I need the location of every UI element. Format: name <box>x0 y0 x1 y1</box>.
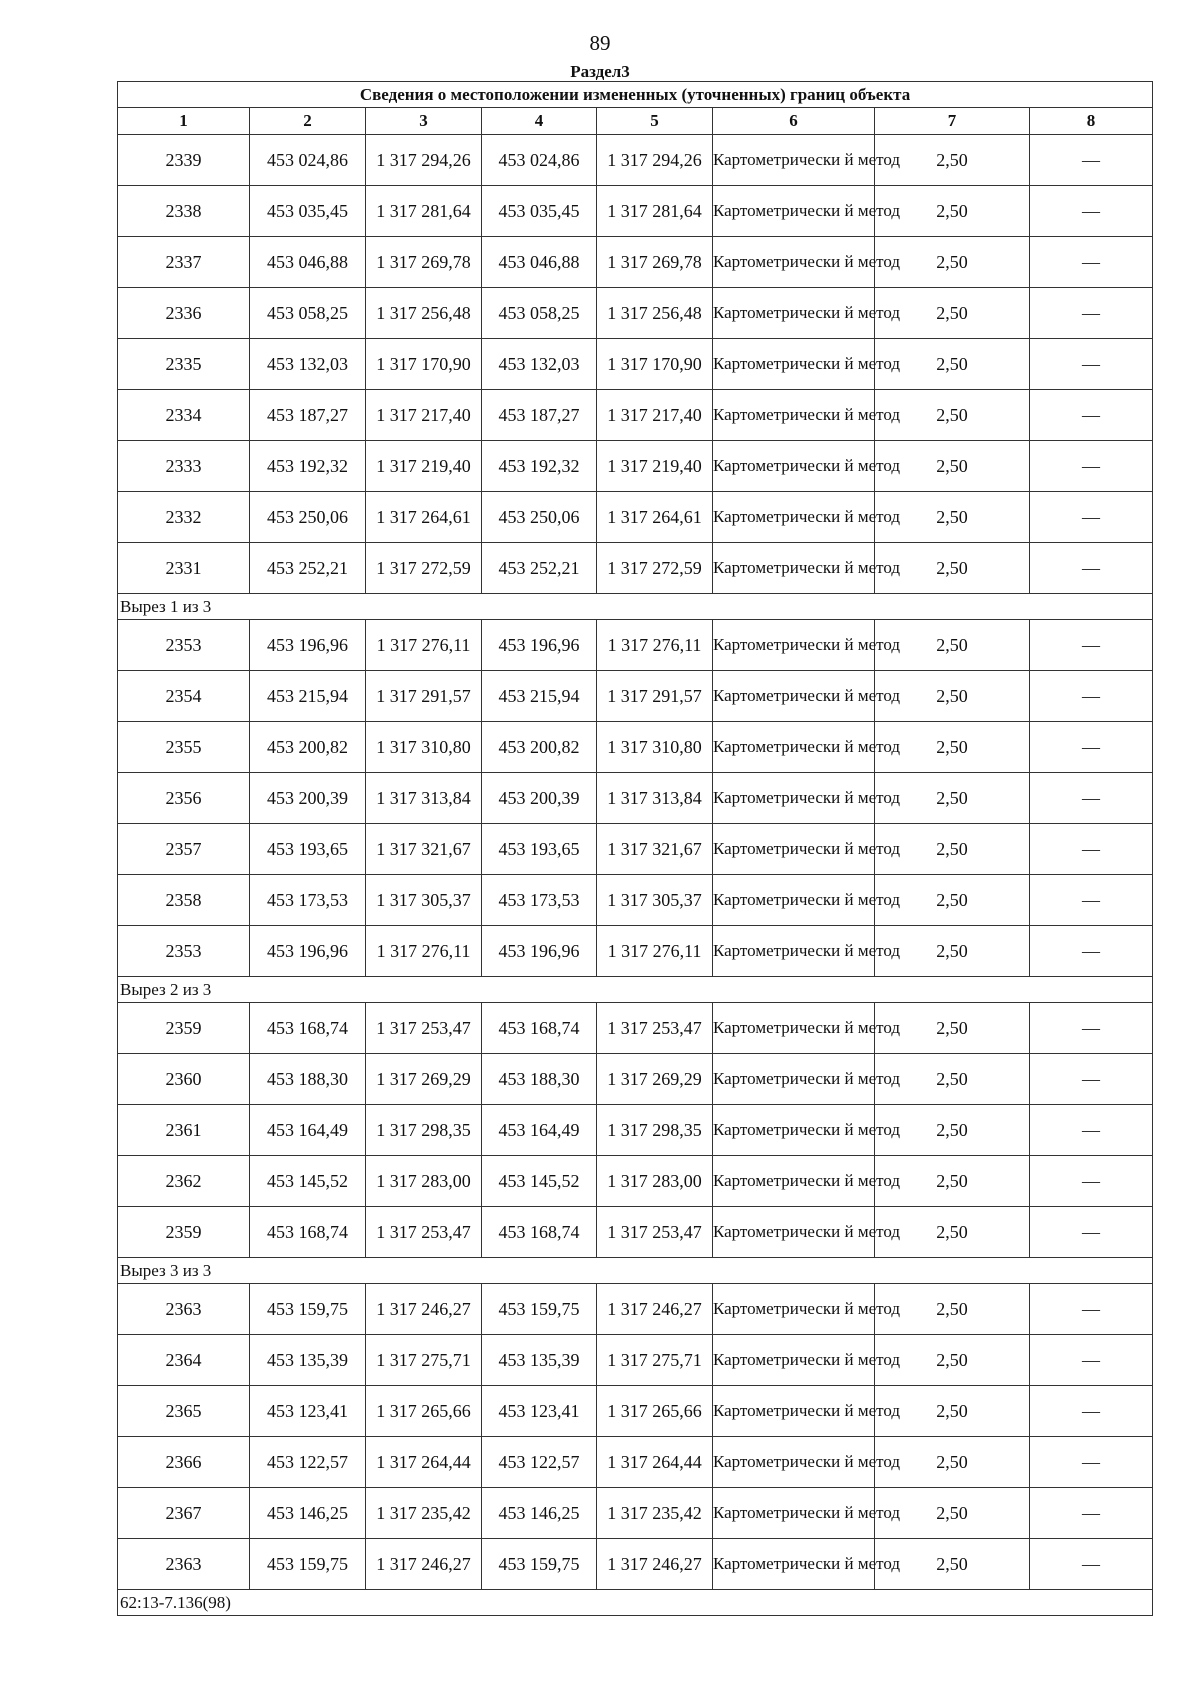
table-cell: Картометрически й метод <box>713 773 875 824</box>
table-cell: Картометрически й метод <box>713 339 875 390</box>
table-row <box>118 1207 1153 1258</box>
table-cell: 453 024,86 <box>482 135 597 186</box>
table-cell: 1 317 170,90 <box>366 339 482 390</box>
table-cell: 1 317 276,11 <box>597 620 713 671</box>
table-cell: Картометрически й метод <box>713 1105 875 1156</box>
table-cell: 1 317 235,42 <box>366 1488 482 1539</box>
table-cell: 453 250,06 <box>482 492 597 543</box>
table-cell: 1 317 281,64 <box>597 186 713 237</box>
table-cell: Картометрически й метод <box>713 492 875 543</box>
column-number: 3 <box>366 108 482 135</box>
table-cell: 1 317 321,67 <box>597 824 713 875</box>
table-cell: 2,50 <box>875 186 1030 237</box>
table-row <box>118 543 1153 594</box>
table-cell: 453 173,53 <box>482 875 597 926</box>
table-cell: 1 317 235,42 <box>597 1488 713 1539</box>
table-cell: 453 196,96 <box>482 620 597 671</box>
table-cell: 453 252,21 <box>482 543 597 594</box>
table-cell: 453 188,30 <box>250 1054 366 1105</box>
table-cell: 2,50 <box>875 671 1030 722</box>
table-cell: Картометрически й метод <box>713 1054 875 1105</box>
table-cell: 2,50 <box>875 288 1030 339</box>
table-cell: 1 317 246,27 <box>597 1539 713 1590</box>
table-cell: 453 046,88 <box>250 237 366 288</box>
table-cell: Картометрически й метод <box>713 1003 875 1054</box>
table-cell: — <box>1030 186 1153 237</box>
table-cell: — <box>1030 237 1153 288</box>
table-cell: 1 317 219,40 <box>597 441 713 492</box>
table-cell: Картометрически й метод <box>713 441 875 492</box>
table-cell: 2,50 <box>875 237 1030 288</box>
table-cell: — <box>1030 1054 1153 1105</box>
table-cell: 453 192,32 <box>482 441 597 492</box>
table-cell: Картометрически й метод <box>713 824 875 875</box>
table-cell: 1 317 305,37 <box>597 875 713 926</box>
column-number: 7 <box>875 108 1030 135</box>
table-cell: Картометрически й метод <box>713 237 875 288</box>
table-cell: 1 317 264,61 <box>366 492 482 543</box>
table-cell: Картометрически й метод <box>713 543 875 594</box>
table-cell: 2,50 <box>875 1386 1030 1437</box>
table-cell: 1 317 283,00 <box>366 1156 482 1207</box>
table-cell: 1 317 272,59 <box>366 543 482 594</box>
table-cell: 2365 <box>118 1386 250 1437</box>
table-cell: 453 159,75 <box>482 1539 597 1590</box>
table-cell: 2,50 <box>875 543 1030 594</box>
table-cell: 1 317 253,47 <box>597 1003 713 1054</box>
table-cell: 2333 <box>118 441 250 492</box>
table-cell: 2,50 <box>875 1105 1030 1156</box>
table-cell: 2359 <box>118 1003 250 1054</box>
table-cell: 1 317 298,35 <box>366 1105 482 1156</box>
cutout-group-header <box>118 594 1153 620</box>
table-cell: — <box>1030 135 1153 186</box>
table-cell: 453 146,25 <box>482 1488 597 1539</box>
table-cell: Картометрически й метод <box>713 1437 875 1488</box>
table-cell: 453 135,39 <box>250 1335 366 1386</box>
table-cell: Картометрически й метод <box>713 1539 875 1590</box>
table-cell: Картометрически й метод <box>713 1488 875 1539</box>
table-cell: 1 317 310,80 <box>366 722 482 773</box>
table-cell: 2356 <box>118 773 250 824</box>
table-cell: 2357 <box>118 824 250 875</box>
table-cell: — <box>1030 671 1153 722</box>
table-cell: 1 317 256,48 <box>597 288 713 339</box>
table-cell: 453 193,65 <box>250 824 366 875</box>
table-title: Сведения о местоположении измененных (уточненных) границ объекта <box>118 82 1153 108</box>
cutout-group-header <box>118 1258 1153 1284</box>
table-cell: 2339 <box>118 135 250 186</box>
table-cell: 2332 <box>118 492 250 543</box>
table-cell: 1 317 276,11 <box>597 926 713 977</box>
table-cell: 2,50 <box>875 1156 1030 1207</box>
table-cell: 1 317 313,84 <box>597 773 713 824</box>
table-cell: — <box>1030 926 1153 977</box>
table-cell: — <box>1030 1284 1153 1335</box>
table-cell: 2337 <box>118 237 250 288</box>
table-cell: 453 168,74 <box>482 1207 597 1258</box>
table-cell: Картометрически й метод <box>713 1207 875 1258</box>
table-cell: 453 145,52 <box>250 1156 366 1207</box>
table-row <box>118 492 1153 543</box>
table-cell: Картометрически й метод <box>713 135 875 186</box>
table-cell: 453 193,65 <box>482 824 597 875</box>
table-cell: 453 145,52 <box>482 1156 597 1207</box>
table-row <box>118 1105 1153 1156</box>
table-row <box>118 1335 1153 1386</box>
cutout-label: Вырез 3 из 3 <box>118 1258 1153 1284</box>
table-cell: 453 196,96 <box>250 620 366 671</box>
table-cell: 1 317 275,71 <box>597 1335 713 1386</box>
table-row <box>118 441 1153 492</box>
table-cell: 1 317 264,44 <box>597 1437 713 1488</box>
table-cell: 1 317 265,66 <box>366 1386 482 1437</box>
table-cell: 453 252,21 <box>250 543 366 594</box>
table-row <box>118 1054 1153 1105</box>
table-row <box>118 875 1153 926</box>
table-cell: Картометрически й метод <box>713 1284 875 1335</box>
table-row <box>118 1488 1153 1539</box>
table-cell: 1 317 256,48 <box>366 288 482 339</box>
table-cell: 1 317 291,57 <box>366 671 482 722</box>
table-cell: 1 317 246,27 <box>366 1539 482 1590</box>
table-cell: 1 317 170,90 <box>597 339 713 390</box>
table-cell: 453 132,03 <box>482 339 597 390</box>
table-cell: Картометрически й метод <box>713 722 875 773</box>
table-cell: 453 168,74 <box>250 1207 366 1258</box>
table-cell: 453 123,41 <box>250 1386 366 1437</box>
table-cell: 2362 <box>118 1156 250 1207</box>
table-cell: 453 168,74 <box>482 1003 597 1054</box>
table-cell: 2,50 <box>875 875 1030 926</box>
table-cell: 453 168,74 <box>250 1003 366 1054</box>
table-cell: 1 317 264,44 <box>366 1437 482 1488</box>
table-cell: 1 317 276,11 <box>366 926 482 977</box>
table-cell: — <box>1030 875 1153 926</box>
table-cell: 2354 <box>118 671 250 722</box>
table-cell: — <box>1030 1207 1153 1258</box>
table-cell: Картометрически й метод <box>713 1156 875 1207</box>
table-cell: Картометрически й метод <box>713 875 875 926</box>
table-cell: — <box>1030 1488 1153 1539</box>
table-cell: — <box>1030 339 1153 390</box>
table-cell: 2358 <box>118 875 250 926</box>
table-cell: — <box>1030 1386 1153 1437</box>
table-row <box>118 1156 1153 1207</box>
table-cell: 453 159,75 <box>482 1284 597 1335</box>
table-cell: 453 250,06 <box>250 492 366 543</box>
table-cell: 1 317 269,29 <box>597 1054 713 1105</box>
column-number: 6 <box>713 108 875 135</box>
table-cell: 1 317 269,29 <box>366 1054 482 1105</box>
table-cell: 2360 <box>118 1054 250 1105</box>
table-cell: 1 317 310,80 <box>597 722 713 773</box>
table-cell: 1 317 253,47 <box>366 1003 482 1054</box>
table-cell: Картометрически й метод <box>713 288 875 339</box>
table-footer-row <box>118 1590 1153 1616</box>
table-cell: 453 200,82 <box>250 722 366 773</box>
table-cell: 2,50 <box>875 1539 1030 1590</box>
table-cell: 2,50 <box>875 1054 1030 1105</box>
table-cell: 2338 <box>118 186 250 237</box>
table-cell: 453 122,57 <box>482 1437 597 1488</box>
table-cell: 2,50 <box>875 773 1030 824</box>
table-cell: 453 159,75 <box>250 1284 366 1335</box>
table-cell: 2367 <box>118 1488 250 1539</box>
table-cell: — <box>1030 288 1153 339</box>
cutout-group-header <box>118 977 1153 1003</box>
table-cell: 2,50 <box>875 390 1030 441</box>
table-row <box>118 722 1153 773</box>
table-cell: 453 164,49 <box>250 1105 366 1156</box>
cutout-label: Вырез 2 из 3 <box>118 977 1153 1003</box>
table-cell: 2355 <box>118 722 250 773</box>
table-cell: Картометрически й метод <box>713 1335 875 1386</box>
table-cell: 2,50 <box>875 441 1030 492</box>
table-cell: 453 159,75 <box>250 1539 366 1590</box>
table-cell: — <box>1030 1003 1153 1054</box>
section-title: Раздел3 <box>570 62 630 81</box>
table-cell: — <box>1030 1539 1153 1590</box>
table-cell: 2363 <box>118 1284 250 1335</box>
table-cell: 453 173,53 <box>250 875 366 926</box>
table-cell: 453 188,30 <box>482 1054 597 1105</box>
table-cell: 453 024,86 <box>250 135 366 186</box>
table-row <box>118 288 1153 339</box>
table-cell: 2363 <box>118 1539 250 1590</box>
table-cell: — <box>1030 620 1153 671</box>
table-cell: 1 317 294,26 <box>366 135 482 186</box>
table-cell: 453 058,25 <box>250 288 366 339</box>
table-cell: 2353 <box>118 926 250 977</box>
column-number: 2 <box>250 108 366 135</box>
table-body <box>118 135 1153 1616</box>
table-cell: 453 215,94 <box>250 671 366 722</box>
table-cell: 1 317 253,47 <box>366 1207 482 1258</box>
table-cell: 453 035,45 <box>250 186 366 237</box>
table-cell: 2,50 <box>875 620 1030 671</box>
table-row <box>118 671 1153 722</box>
table-cell: 2,50 <box>875 926 1030 977</box>
table-cell: 2366 <box>118 1437 250 1488</box>
table-cell: 1 317 291,57 <box>597 671 713 722</box>
table-cell: 2,50 <box>875 824 1030 875</box>
table-cell: — <box>1030 1156 1153 1207</box>
table-row <box>118 1386 1153 1437</box>
table-cell: 2,50 <box>875 1488 1030 1539</box>
table-cell: 1 317 321,67 <box>366 824 482 875</box>
table-row <box>118 1437 1153 1488</box>
table-cell: 453 200,39 <box>482 773 597 824</box>
table-cell: 453 164,49 <box>482 1105 597 1156</box>
table-cell: 2361 <box>118 1105 250 1156</box>
footer-reference: 62:13-7.136(98) <box>118 1590 1153 1616</box>
table-cell: 1 317 269,78 <box>366 237 482 288</box>
table-cell: Картометрически й метод <box>713 1386 875 1437</box>
table-cell: Картометрически й метод <box>713 390 875 441</box>
table-cell: 453 196,96 <box>482 926 597 977</box>
table-cell: 2331 <box>118 543 250 594</box>
table-cell: 453 146,25 <box>250 1488 366 1539</box>
table-cell: Картометрически й метод <box>713 620 875 671</box>
table-cell: 2,50 <box>875 722 1030 773</box>
table-row <box>118 237 1153 288</box>
table-cell: 453 200,39 <box>250 773 366 824</box>
table-cell: 1 317 246,27 <box>597 1284 713 1335</box>
table-cell: — <box>1030 1105 1153 1156</box>
page-number: 89 <box>589 31 611 55</box>
table-cell: 1 317 276,11 <box>366 620 482 671</box>
table-cell: 1 317 281,64 <box>366 186 482 237</box>
table-cell: 2359 <box>118 1207 250 1258</box>
table-cell: 2,50 <box>875 492 1030 543</box>
table-cell: 1 317 294,26 <box>597 135 713 186</box>
table-cell: 453 035,45 <box>482 186 597 237</box>
table-cell: 2334 <box>118 390 250 441</box>
table-cell: — <box>1030 824 1153 875</box>
table-cell: 2,50 <box>875 339 1030 390</box>
table-cell: 453 187,27 <box>250 390 366 441</box>
column-number-row <box>118 108 1153 135</box>
table-cell: 1 317 246,27 <box>366 1284 482 1335</box>
table-cell: 2364 <box>118 1335 250 1386</box>
table-cell: 453 046,88 <box>482 237 597 288</box>
table-cell: 2,50 <box>875 1335 1030 1386</box>
table-row <box>118 620 1153 671</box>
boundary-coordinates-table <box>117 81 1153 1616</box>
table-cell: 1 317 217,40 <box>597 390 713 441</box>
table-cell: — <box>1030 390 1153 441</box>
table-row <box>118 1539 1153 1590</box>
table-cell: — <box>1030 773 1153 824</box>
table-cell: 1 317 253,47 <box>597 1207 713 1258</box>
table-row <box>118 339 1153 390</box>
table-cell: 453 135,39 <box>482 1335 597 1386</box>
table-cell: 1 317 269,78 <box>597 237 713 288</box>
table-row <box>118 390 1153 441</box>
table-cell: 2,50 <box>875 1003 1030 1054</box>
table-row <box>118 135 1153 186</box>
table-cell: — <box>1030 1437 1153 1488</box>
table-row <box>118 186 1153 237</box>
table-row <box>118 824 1153 875</box>
table-cell: 2,50 <box>875 1437 1030 1488</box>
table-cell: 2,50 <box>875 1207 1030 1258</box>
table-cell: 453 196,96 <box>250 926 366 977</box>
table-cell: 1 317 264,61 <box>597 492 713 543</box>
table-cell: 1 317 313,84 <box>366 773 482 824</box>
table-cell: 1 317 275,71 <box>366 1335 482 1386</box>
table-cell: 453 187,27 <box>482 390 597 441</box>
table-cell: 453 192,32 <box>250 441 366 492</box>
table-row <box>118 1284 1153 1335</box>
table-cell: 453 122,57 <box>250 1437 366 1488</box>
table-cell: 1 317 305,37 <box>366 875 482 926</box>
table-cell: — <box>1030 543 1153 594</box>
table-cell: Картометрически й метод <box>713 926 875 977</box>
column-number: 4 <box>482 108 597 135</box>
table-row <box>118 773 1153 824</box>
table-cell: 1 317 298,35 <box>597 1105 713 1156</box>
table-row <box>118 926 1153 977</box>
table-cell: 2,50 <box>875 1284 1030 1335</box>
table-row <box>118 1003 1153 1054</box>
table-cell: 1 317 272,59 <box>597 543 713 594</box>
table-cell: Картометрически й метод <box>713 186 875 237</box>
table-cell: — <box>1030 441 1153 492</box>
table-cell: 1 317 265,66 <box>597 1386 713 1437</box>
table-cell: — <box>1030 722 1153 773</box>
table-cell: 2335 <box>118 339 250 390</box>
table-cell: 2353 <box>118 620 250 671</box>
table-cell: 2336 <box>118 288 250 339</box>
table-cell: — <box>1030 1335 1153 1386</box>
table-cell: 453 123,41 <box>482 1386 597 1437</box>
column-number: 8 <box>1030 108 1153 135</box>
table-cell: 1 317 219,40 <box>366 441 482 492</box>
cutout-label: Вырез 1 из 3 <box>118 594 1153 620</box>
column-number: 1 <box>118 108 250 135</box>
column-number: 5 <box>597 108 713 135</box>
table-cell: 2,50 <box>875 135 1030 186</box>
table-cell: 453 200,82 <box>482 722 597 773</box>
table-cell: — <box>1030 492 1153 543</box>
table-cell: Картометрически й метод <box>713 671 875 722</box>
table-cell: 453 132,03 <box>250 339 366 390</box>
table-cell: 1 317 217,40 <box>366 390 482 441</box>
table-cell: 1 317 283,00 <box>597 1156 713 1207</box>
table-cell: 453 215,94 <box>482 671 597 722</box>
table-cell: 453 058,25 <box>482 288 597 339</box>
